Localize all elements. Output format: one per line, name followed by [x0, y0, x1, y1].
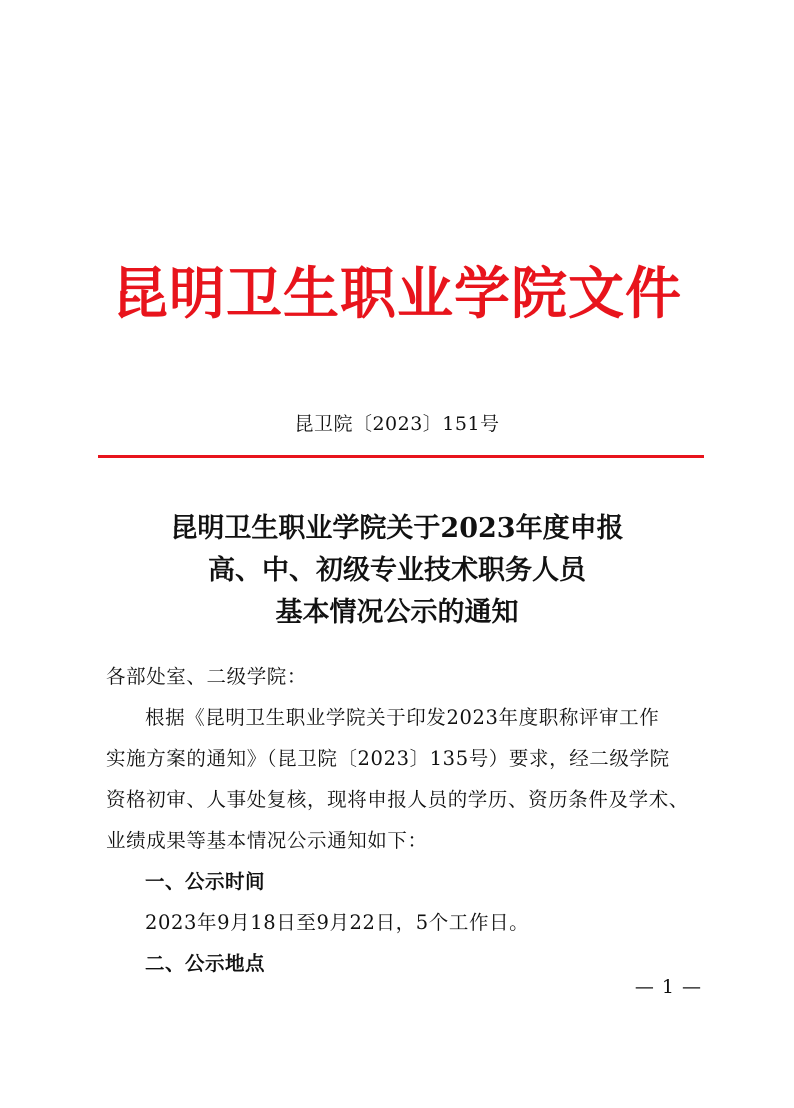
section-2-heading: 二、公示地点 [145, 952, 266, 975]
red-separator-line [98, 455, 704, 458]
section-1-text: 2023年9月18日至9月22日，5个工作日。 [145, 911, 530, 934]
document-title [0, 508, 794, 634]
title-line-2: 高、中、初级专业技术职务人员 [208, 555, 586, 586]
title-line-1: 昆明卫生职业学院关于2023年度申报 [170, 513, 624, 544]
document-masthead: 昆明卫生职业学院文件 [112, 261, 682, 327]
intro-line-2: 实施方案的通知》（昆卫院〔2023〕135号）要求，经二级学院 [106, 747, 670, 770]
intro-line-4: 业绩成果等基本情况公示通知如下： [106, 829, 428, 852]
document-body [106, 656, 706, 984]
section-1-heading: 一、公示时间 [145, 870, 266, 893]
document-number: 昆卫院〔2023〕151号 [294, 413, 500, 435]
intro-line-1: 根据《昆明卫生职业学院关于印发2023年度职称评审工作 [145, 706, 660, 729]
salutation: 各部处室、二级学院： [106, 665, 308, 688]
intro-line-3: 资格初审、人事处复核，现将申报人员的学历、资历条件及学术、 [106, 788, 689, 811]
page-number: — 1 — [634, 976, 702, 998]
title-line-3: 基本情况公示的通知 [275, 597, 519, 628]
